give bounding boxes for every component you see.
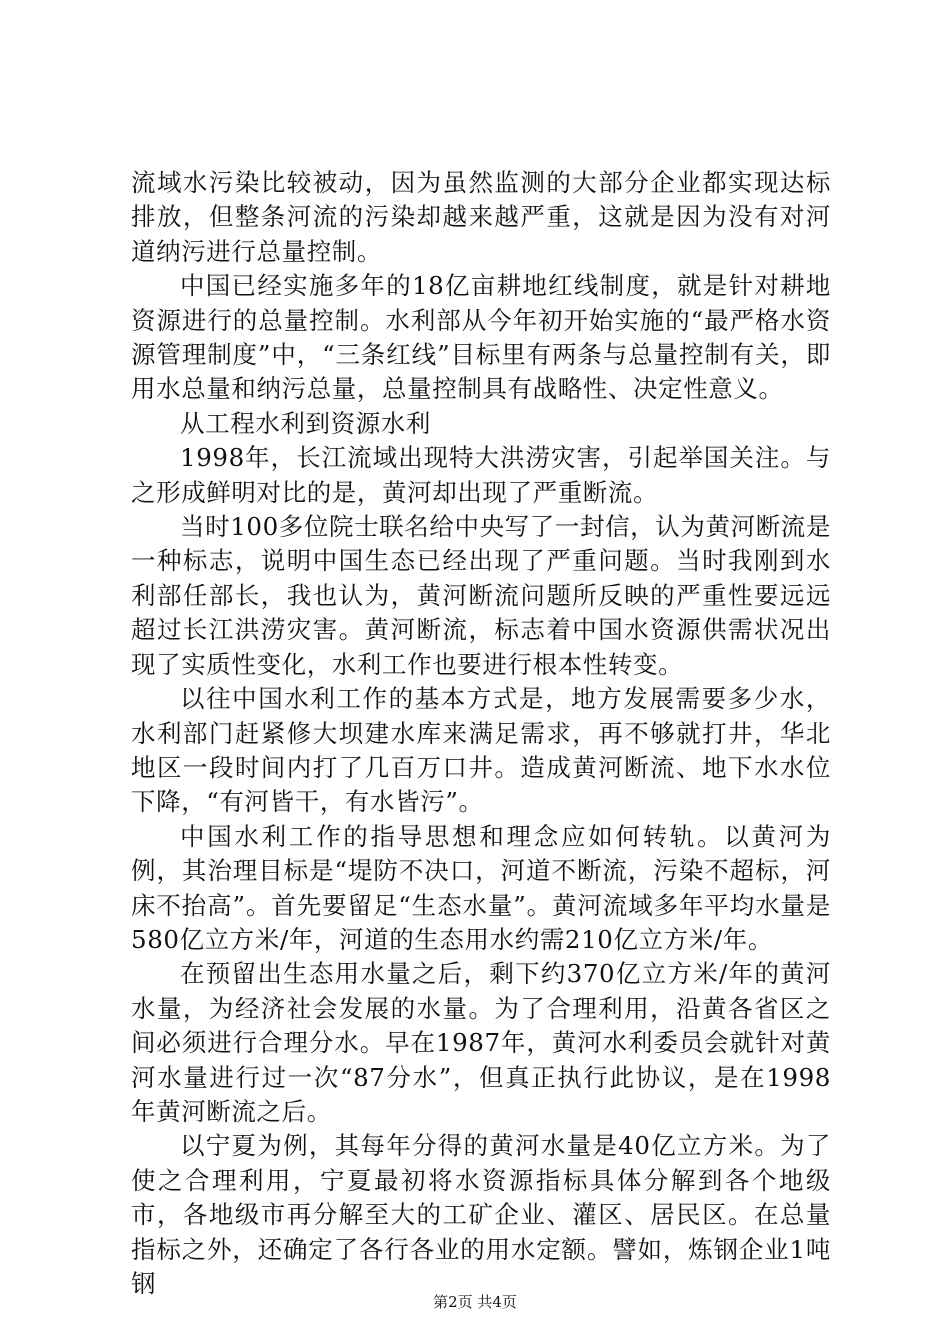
paragraph-3: 1998年，长江流域出现特大洪涝灾害，引起举国关注。与之形成鲜明对比的是，黄河却出现了严重断流。 [131,443,831,507]
paragraph-5: 以往中国水利工作的基本方式是，地方发展需要多少水，水利部门赶紧修大坝建水库来满足需求，再不够就打井，华北地区一段时间内打了几百万口井。造成黄河断流、地下水水位下降，“有河皆干，有水皆污”。 [131,684,831,817]
paragraph-2: 中国已经实施多年的18亿亩耕地红线制度，就是针对耕地资源进行的总量控制。水利部从今年初开始实施的“最严格水资源管理制度”中，“三条红线”目标里有两条与总量控制有关，即用水总量和纳污总量，总量控制具有战略性、决定性意义。 [131,271,831,404]
paragraph-7: 在预留出生态用水量之后，剩下约370亿立方米/年的黄河水量，为经济社会发展的水量。为了合理利用，沿黄各省区之间必须进行合理分水。早在1987年，黄河水利委员会就针对黄河水量进行过一次“87分水”，但真正执行此协议，是在1998年黄河断流之后。 [131,959,831,1126]
paragraph-1: 流域水污染比较被动，因为虽然监测的大部分企业都实现达标排放，但整条河流的污染却越来越严重，这就是因为没有对河道纳污进行总量控制。 [131,168,831,266]
page-number-footer: 第2页 共4页 [433,1293,517,1311]
paragraph-8: 以宁夏为例，其每年分得的黄河水量是40亿立方米。为了使之合理利用，宁夏最初将水资源指标具体分解到各个地级市，各地级市再分解至大的工矿企业、灌区、居民区。在总量指标之外，还确定了各行各业的用水定额。譬如，炼钢企业1吨钢 [131,1131,831,1298]
section-heading: 从工程水利到资源水利 [180,408,431,438]
document-body [131,166,831,1301]
paragraph-6: 中国水利工作的指导思想和理念应如何转轨。以黄河为例，其治理目标是“堤防不决口，河道不断流，污染不超标，河床不抬高”。首先要留足“生态水量”。黄河流域多年平均水量是580亿立方米/年，河道的生态用水约需210亿立方米/年。 [131,821,831,954]
paragraph-4: 当时100多位院士联名给中央写了一封信，认为黄河断流是一种标志，说明中国生态已经出现了严重问题。当时我刚到水利部任部长，我也认为，黄河断流问题所反映的严重性要远远超过长江洪涝灾害。黄河断流，标志着中国水资源供需状况出现了实质性变化，水利工作也要进行根本性转变。 [131,512,831,679]
